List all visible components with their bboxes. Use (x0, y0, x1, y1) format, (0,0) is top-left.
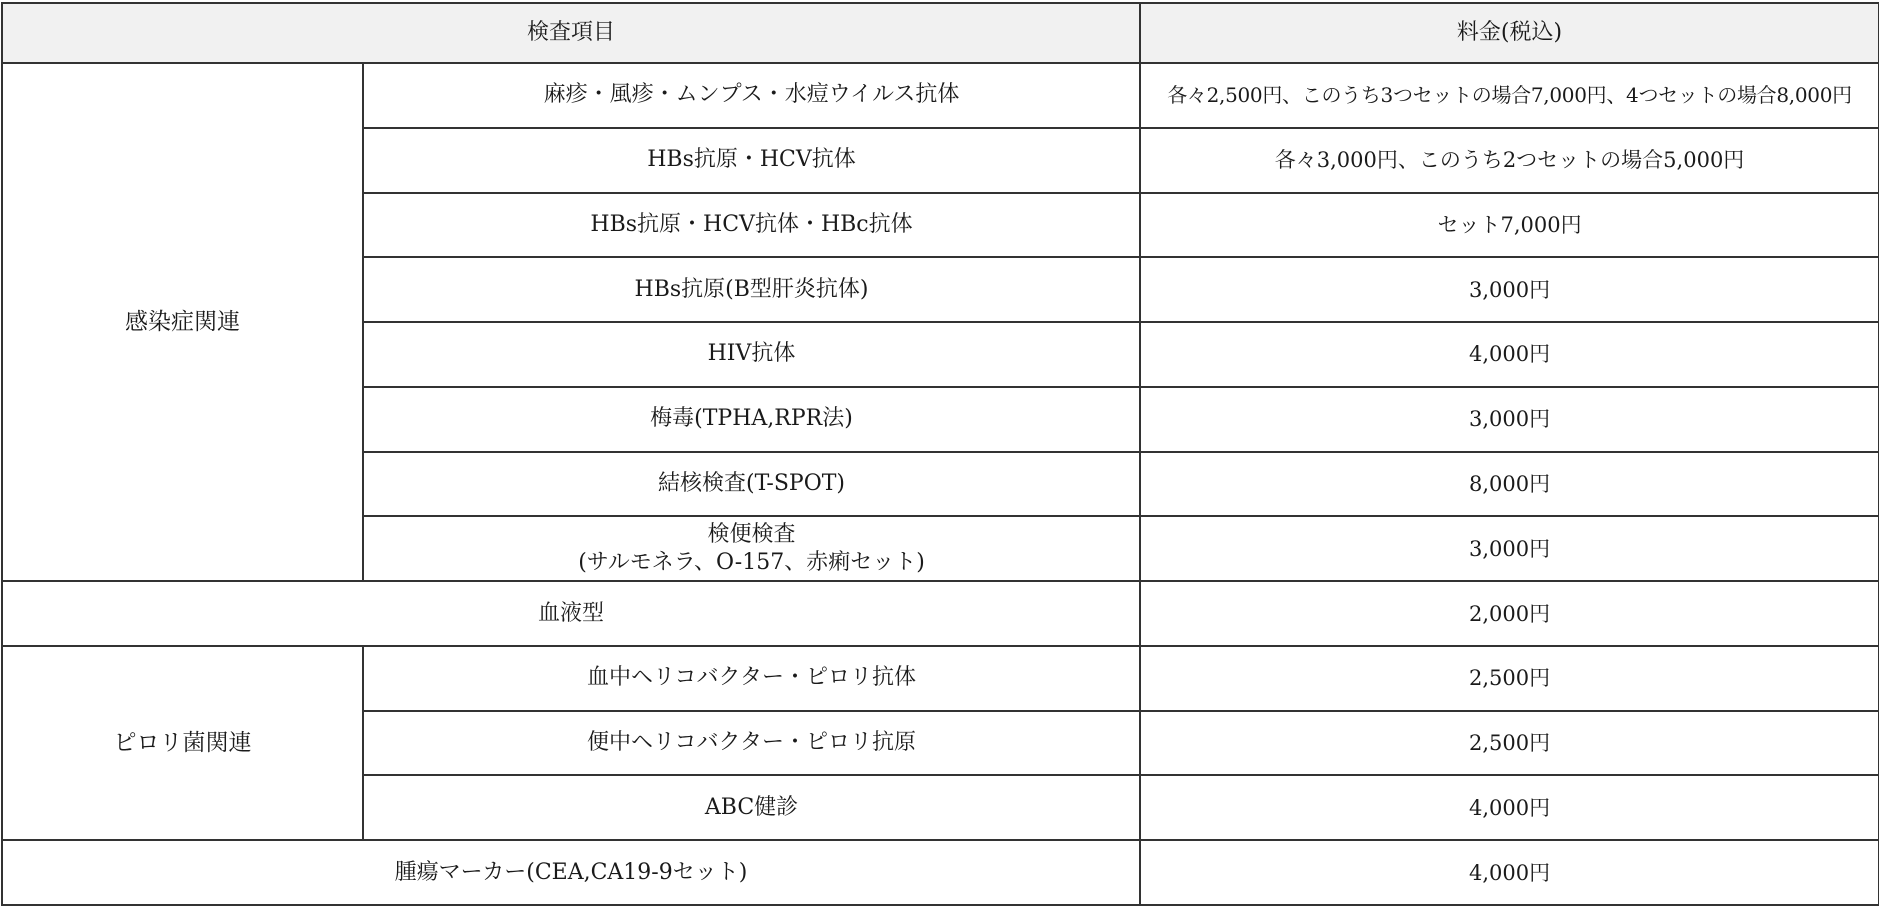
test-name: HIV抗体 (363, 322, 1140, 387)
test-name-line2: (サルモネラ、O-157、赤痢セット) (578, 549, 925, 575)
test-name: 血中ヘリコバクター・ピロリ抗体 (363, 646, 1140, 711)
test-name-blood-type: 血液型 (2, 581, 1140, 646)
test-name: 便中ヘリコバクター・ピロリ抗原 (363, 711, 1140, 776)
table-row (2, 581, 1879, 646)
category-infection: 感染症関連 (2, 63, 363, 581)
test-price: 3,000円 (1140, 387, 1879, 452)
test-name-stool (363, 516, 1140, 581)
test-price: 4,000円 (1140, 322, 1879, 387)
test-name: HBs抗原・HCV抗体 (363, 128, 1140, 193)
test-name: HBs抗原(B型肝炎抗体) (363, 257, 1140, 322)
test-price: 4,000円 (1140, 775, 1879, 840)
test-name: 結核検査(T-SPOT) (363, 452, 1140, 517)
test-name: 梅毒(TPHA,RPR法) (363, 387, 1140, 452)
header-item: 検査項目 (2, 3, 1140, 63)
header-row (2, 3, 1879, 63)
table-row (2, 63, 1879, 128)
header-price: 料金(税込) (1140, 3, 1879, 63)
test-name: ABC健診 (363, 775, 1140, 840)
test-name-tumor-marker: 腫瘍マーカー(CEA,CA19-9セット) (2, 840, 1140, 905)
test-price: 2,500円 (1140, 711, 1879, 776)
test-price: セット7,000円 (1140, 193, 1879, 258)
test-name: HBs抗原・HCV抗体・HBc抗体 (363, 193, 1140, 258)
category-pylori: ピロリ菌関連 (2, 646, 363, 840)
test-price: 2,000円 (1140, 581, 1879, 646)
test-price: 2,500円 (1140, 646, 1879, 711)
test-price: 8,000円 (1140, 452, 1879, 517)
test-name: 麻疹・風疹・ムンプス・水痘ウイルス抗体 (363, 63, 1140, 128)
test-price: 3,000円 (1140, 257, 1879, 322)
test-price: 各々2,500円、このうち3つセットの場合7,000円、4つセットの場合8,000円 (1140, 63, 1879, 128)
test-price: 3,000円 (1140, 516, 1879, 581)
test-price: 4,000円 (1140, 840, 1879, 905)
table-row (2, 646, 1879, 711)
test-price: 各々3,000円、このうち2つセットの場合5,000円 (1140, 128, 1879, 193)
price-table (1, 2, 1879, 906)
table-row (2, 840, 1879, 905)
test-name-line1: 検便検査 (707, 521, 796, 547)
